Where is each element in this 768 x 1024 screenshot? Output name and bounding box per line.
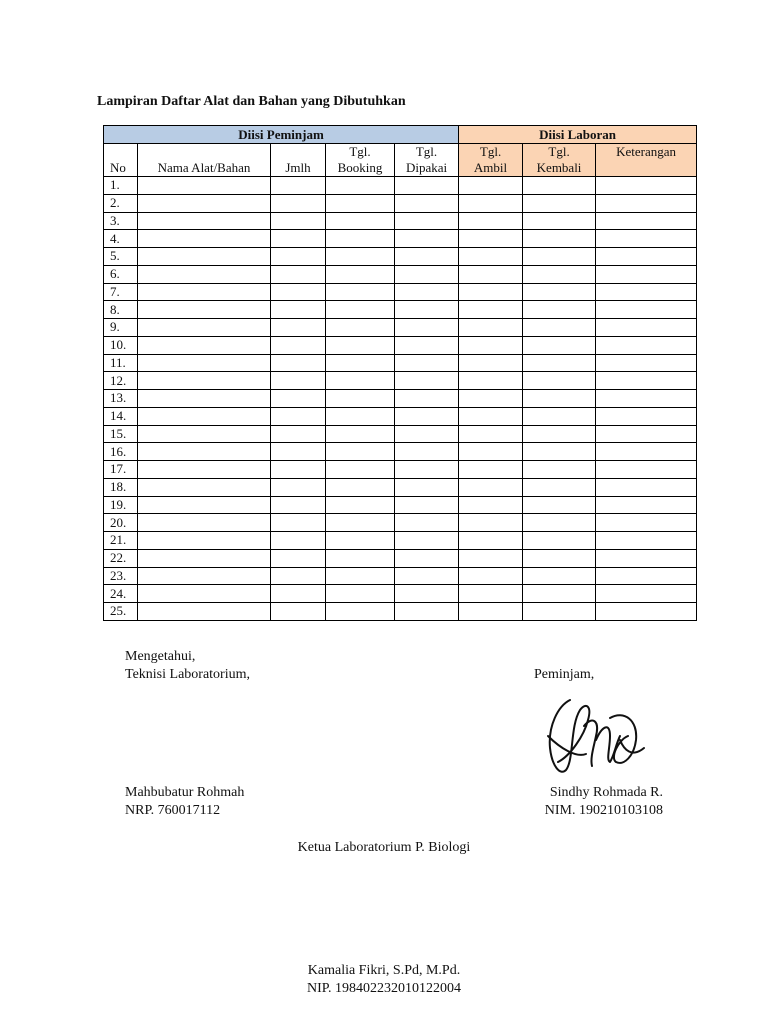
use-date-cell (395, 496, 459, 514)
item-cell (138, 603, 271, 621)
pickup-date-cell (459, 390, 523, 408)
table-row (104, 354, 697, 372)
row-number: 6. (104, 265, 138, 283)
row-number: 7. (104, 283, 138, 301)
row-number: 10. (104, 336, 138, 354)
column-header-booking-date (326, 144, 395, 177)
return-date-cell (523, 478, 596, 496)
head-role: Ketua Laboratorium P. Biologi (297, 840, 471, 855)
row-number: 9. (104, 319, 138, 337)
head-identity (0, 962, 768, 998)
technician-identity (125, 784, 244, 820)
use-date-cell (395, 514, 459, 532)
column-header-return-date (523, 144, 596, 177)
use-date-cell (395, 585, 459, 603)
item-cell (138, 567, 271, 585)
pickup-date-cell (459, 532, 523, 550)
notes-cell (596, 443, 697, 461)
equipment-list-table (103, 125, 697, 621)
pickup-date-cell (459, 372, 523, 390)
item-cell (138, 425, 271, 443)
booking-date-cell (326, 443, 395, 461)
use-date-cell (395, 212, 459, 230)
booking-date-cell (326, 532, 395, 550)
return-date-cell (523, 265, 596, 283)
table-row (104, 478, 697, 496)
table-row (104, 248, 697, 266)
table-row (104, 549, 697, 567)
booking-date-cell (326, 301, 395, 319)
booking-date-cell (326, 372, 395, 390)
table-row (104, 532, 697, 550)
item-cell (138, 532, 271, 550)
qty-cell (271, 248, 326, 266)
pickup-date-cell (459, 283, 523, 301)
row-number: 8. (104, 301, 138, 319)
column-header-item: Nama Alat/Bahan (138, 144, 271, 177)
pickup-date-cell (459, 567, 523, 585)
row-number: 22. (104, 549, 138, 567)
return-date-cell (523, 248, 596, 266)
use-date-cell (395, 567, 459, 585)
booking-date-cell (326, 549, 395, 567)
item-cell (138, 212, 271, 230)
notes-cell (596, 603, 697, 621)
booking-date-cell (326, 514, 395, 532)
pickup-date-cell (459, 177, 523, 195)
row-number: 23. (104, 567, 138, 585)
notes-cell (596, 177, 697, 195)
item-cell (138, 319, 271, 337)
qty-cell (271, 301, 326, 319)
technician-name: Mahbubatur Rohmah (125, 785, 245, 800)
table-row (104, 283, 697, 301)
item-cell (138, 301, 271, 319)
item-cell (138, 177, 271, 195)
qty-cell (271, 177, 326, 195)
row-number: 11. (104, 354, 138, 372)
notes-cell (596, 549, 697, 567)
technician-signature-block (125, 648, 250, 684)
pickup-date-cell (459, 319, 523, 337)
return-date-cell (523, 514, 596, 532)
return-date-cell (523, 425, 596, 443)
use-date-cell (395, 265, 459, 283)
item-cell (138, 549, 271, 567)
item-cell (138, 443, 271, 461)
borrower-name: Sindhy Rohmada R. (549, 785, 663, 800)
use-date-cell (395, 443, 459, 461)
table-row (104, 514, 697, 532)
qty-cell (271, 354, 326, 372)
booking-date-cell (326, 603, 395, 621)
pickup-date-cell (459, 265, 523, 283)
row-number: 21. (104, 532, 138, 550)
pickup-date-cell (459, 336, 523, 354)
row-number: 12. (104, 372, 138, 390)
return-date-cell (523, 177, 596, 195)
use-date-cell (395, 230, 459, 248)
return-date-cell (523, 372, 596, 390)
header-line: Kembali (536, 160, 582, 175)
notes-cell (596, 425, 697, 443)
table-row (104, 603, 697, 621)
qty-cell (271, 603, 326, 621)
notes-cell (596, 461, 697, 479)
return-date-cell (523, 549, 596, 567)
table-row (104, 585, 697, 603)
technician-id: NRP. 760017112 (125, 803, 221, 818)
header-line: Tgl. (548, 144, 570, 159)
use-date-cell (395, 478, 459, 496)
use-date-cell (395, 461, 459, 479)
use-date-cell (395, 390, 459, 408)
qty-cell (271, 390, 326, 408)
use-date-cell (395, 336, 459, 354)
column-header-pickup-date (459, 144, 523, 177)
notes-cell (596, 319, 697, 337)
qty-cell (271, 407, 326, 425)
use-date-cell (395, 425, 459, 443)
table-row (104, 461, 697, 479)
borrower-role: Peminjam, (534, 667, 595, 682)
notes-cell (596, 230, 697, 248)
table-row (104, 194, 697, 212)
item-cell (138, 496, 271, 514)
use-date-cell (395, 407, 459, 425)
pickup-date-cell (459, 354, 523, 372)
notes-cell (596, 283, 697, 301)
row-number: 20. (104, 514, 138, 532)
notes-cell (596, 354, 697, 372)
group-header-row (104, 126, 697, 144)
item-cell (138, 283, 271, 301)
notes-cell (596, 478, 697, 496)
table-row (104, 230, 697, 248)
column-header-qty: Jmlh (271, 144, 326, 177)
column-header-notes: Keterangan (596, 144, 697, 177)
return-date-cell (523, 567, 596, 585)
table-row (104, 425, 697, 443)
notes-cell (596, 336, 697, 354)
booking-date-cell (326, 567, 395, 585)
pickup-date-cell (459, 549, 523, 567)
notes-cell (596, 301, 697, 319)
pickup-date-cell (459, 407, 523, 425)
table-row (104, 301, 697, 319)
table-row (104, 496, 697, 514)
use-date-cell (395, 177, 459, 195)
return-date-cell (523, 283, 596, 301)
booking-date-cell (326, 336, 395, 354)
header-line: Tgl. (349, 144, 371, 159)
borrower-id: NIM. 190210103108 (544, 803, 663, 818)
row-number: 15. (104, 425, 138, 443)
pickup-date-cell (459, 194, 523, 212)
booking-date-cell (326, 230, 395, 248)
table-row (104, 319, 697, 337)
booking-date-cell (326, 425, 395, 443)
qty-cell (271, 336, 326, 354)
item-cell (138, 514, 271, 532)
header-line: Booking (337, 160, 383, 175)
booking-date-cell (326, 212, 395, 230)
qty-cell (271, 425, 326, 443)
return-date-cell (523, 461, 596, 479)
notes-cell (596, 567, 697, 585)
return-date-cell (523, 532, 596, 550)
item-cell (138, 390, 271, 408)
row-number: 5. (104, 248, 138, 266)
qty-cell (271, 194, 326, 212)
table-row (104, 212, 697, 230)
item-cell (138, 478, 271, 496)
booking-date-cell (326, 496, 395, 514)
header-line: Tgl. (479, 144, 502, 159)
pickup-date-cell (459, 496, 523, 514)
use-date-cell (395, 354, 459, 372)
table-row (104, 567, 697, 585)
row-number: 2. (104, 194, 138, 212)
return-date-cell (523, 230, 596, 248)
booking-date-cell (326, 319, 395, 337)
notes-cell (596, 372, 697, 390)
row-number: 3. (104, 212, 138, 230)
column-header-use-date (395, 144, 459, 177)
acknowledged-label: Mengetahui, (125, 649, 196, 664)
notes-cell (596, 194, 697, 212)
pickup-date-cell (459, 212, 523, 230)
borrower-identity (533, 784, 663, 820)
return-date-cell (523, 407, 596, 425)
table-row (104, 265, 697, 283)
item-cell (138, 194, 271, 212)
notes-cell (596, 390, 697, 408)
item-cell (138, 230, 271, 248)
borrower-signature (540, 696, 652, 780)
qty-cell (271, 532, 326, 550)
qty-cell (271, 514, 326, 532)
technician-role: Teknisi Laboratorium, (125, 667, 250, 682)
table-row (104, 443, 697, 461)
return-date-cell (523, 603, 596, 621)
notes-cell (596, 585, 697, 603)
table-body (104, 177, 697, 621)
item-cell (138, 248, 271, 266)
item-cell (138, 585, 271, 603)
table-row (104, 336, 697, 354)
group-header-laboran: Diisi Laboran (459, 126, 697, 144)
item-cell (138, 354, 271, 372)
use-date-cell (395, 372, 459, 390)
booking-date-cell (326, 478, 395, 496)
return-date-cell (523, 212, 596, 230)
booking-date-cell (326, 461, 395, 479)
row-number: 25. (104, 603, 138, 621)
row-number: 17. (104, 461, 138, 479)
row-number: 19. (104, 496, 138, 514)
qty-cell (271, 461, 326, 479)
notes-cell (596, 248, 697, 266)
return-date-cell (523, 443, 596, 461)
booking-date-cell (326, 407, 395, 425)
booking-date-cell (326, 177, 395, 195)
row-number: 18. (104, 478, 138, 496)
use-date-cell (395, 301, 459, 319)
qty-cell (271, 265, 326, 283)
pickup-date-cell (459, 585, 523, 603)
use-date-cell (395, 549, 459, 567)
pickup-date-cell (459, 301, 523, 319)
item-cell (138, 265, 271, 283)
table-row (104, 372, 697, 390)
return-date-cell (523, 496, 596, 514)
pickup-date-cell (459, 603, 523, 621)
notes-cell (596, 514, 697, 532)
use-date-cell (395, 532, 459, 550)
use-date-cell (395, 248, 459, 266)
use-date-cell (395, 603, 459, 621)
row-number: 14. (104, 407, 138, 425)
use-date-cell (395, 319, 459, 337)
return-date-cell (523, 390, 596, 408)
table-row (104, 390, 697, 408)
return-date-cell (523, 194, 596, 212)
head-name: Kamalia Fikri, S.Pd, M.Pd. (307, 963, 461, 978)
pickup-date-cell (459, 230, 523, 248)
item-cell (138, 461, 271, 479)
booking-date-cell (326, 585, 395, 603)
item-cell (138, 372, 271, 390)
notes-cell (596, 532, 697, 550)
qty-cell (271, 283, 326, 301)
pickup-date-cell (459, 478, 523, 496)
use-date-cell (395, 283, 459, 301)
row-number: 1. (104, 177, 138, 195)
head-id: NIP. 198402232010122004 (306, 981, 461, 996)
item-cell (138, 336, 271, 354)
pickup-date-cell (459, 514, 523, 532)
notes-cell (596, 212, 697, 230)
pickup-date-cell (459, 425, 523, 443)
booking-date-cell (326, 248, 395, 266)
qty-cell (271, 319, 326, 337)
return-date-cell (523, 336, 596, 354)
item-cell (138, 407, 271, 425)
row-number: 4. (104, 230, 138, 248)
qty-cell (271, 478, 326, 496)
qty-cell (271, 372, 326, 390)
table-row (104, 177, 697, 195)
qty-cell (271, 549, 326, 567)
notes-cell (596, 407, 697, 425)
return-date-cell (523, 301, 596, 319)
qty-cell (271, 212, 326, 230)
pickup-date-cell (459, 443, 523, 461)
booking-date-cell (326, 390, 395, 408)
booking-date-cell (326, 354, 395, 372)
return-date-cell (523, 585, 596, 603)
qty-cell (271, 567, 326, 585)
qty-cell (271, 496, 326, 514)
booking-date-cell (326, 283, 395, 301)
notes-cell (596, 496, 697, 514)
header-line: Dipakai (405, 160, 448, 175)
document-title: Lampiran Daftar Alat dan Bahan yang Dibutuhkan (97, 94, 406, 109)
row-number: 13. (104, 390, 138, 408)
group-header-borrower: Diisi Peminjam (104, 126, 459, 144)
pickup-date-cell (459, 248, 523, 266)
column-header-row (104, 144, 697, 177)
qty-cell (271, 585, 326, 603)
qty-cell (271, 443, 326, 461)
return-date-cell (523, 319, 596, 337)
column-header-no: No (104, 144, 138, 177)
notes-cell (596, 265, 697, 283)
booking-date-cell (326, 265, 395, 283)
pickup-date-cell (459, 461, 523, 479)
qty-cell (271, 230, 326, 248)
table-row (104, 407, 697, 425)
header-line: Tgl. (415, 144, 438, 159)
row-number: 16. (104, 443, 138, 461)
header-line: Ambil (473, 160, 508, 175)
use-date-cell (395, 194, 459, 212)
return-date-cell (523, 354, 596, 372)
row-number: 24. (104, 585, 138, 603)
booking-date-cell (326, 194, 395, 212)
